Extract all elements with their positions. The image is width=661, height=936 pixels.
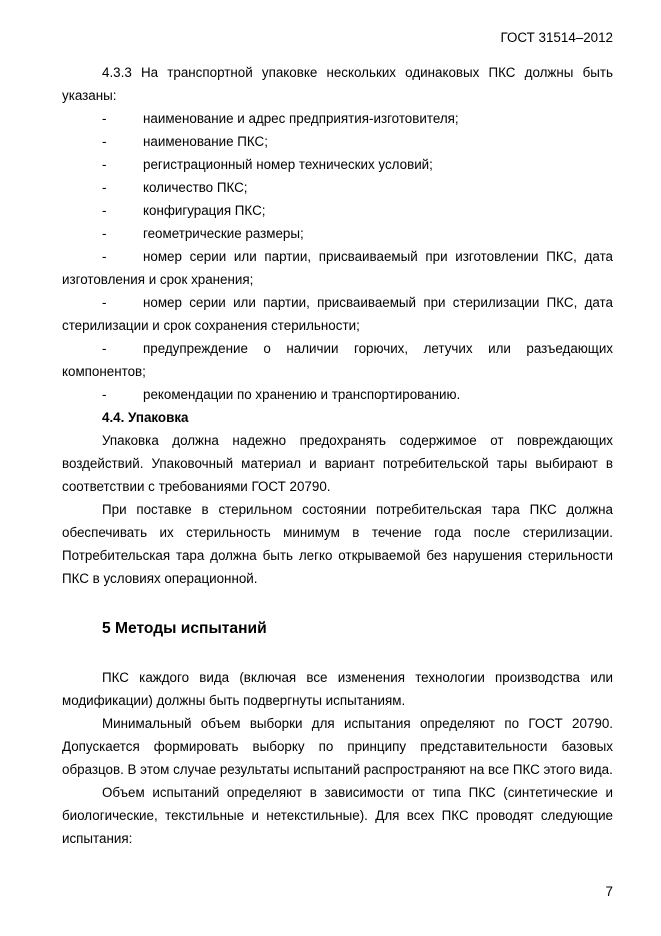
clause-4-4-paragraph: При поставке в стерильном состоянии потребительская тара ПКС должна обеспечивать их стерильность минимум в течение года после стерилизации. Потребительская тара должна быть легко открываемой без нарушения стерильности ПКС в условиях операционной. xyxy=(62,502,613,586)
list-item: - рекомендации по хранению и транспортированию. xyxy=(102,387,461,402)
list-item: - наименование ПКС; xyxy=(102,134,268,149)
list-item: - регистрационный номер технических условий; xyxy=(102,157,433,172)
list-item: - наименование и адрес предприятия-изготовителя; xyxy=(102,111,459,126)
list-item: - количество ПКС; xyxy=(102,180,248,195)
list-item: - номер серии или партии, присваиваемый при изготовлении ПКС, дата изготовления и срок хранения; xyxy=(62,249,613,287)
list-item: - предупреждение о наличии горючих, летучих или разъедающих компонентов; xyxy=(62,341,613,379)
page-number: 7 xyxy=(605,884,613,899)
page-body xyxy=(62,61,613,850)
list-item: - геометрические размеры; xyxy=(102,226,304,241)
section-5-title: 5 Методы испытаний xyxy=(102,620,267,637)
clause-4-3-3-list xyxy=(62,107,613,406)
clause-4-4-paragraph: Упаковка должна надежно предохранять содержимое от повреждающих воздействий. Упаковочный материал и вариант потребительской тары выбирают в соответствии с требованиями ГОСТ 20790. xyxy=(62,433,613,494)
document-id-header: ГОСТ 31514–2012 xyxy=(500,30,613,45)
section-5-paragraph: ПКС каждого вида (включая все изменения технологии производства или модификации) должны быть подвергнуты испытаниям. xyxy=(62,670,613,708)
list-item: - номер серии или партии, присваиваемый при стерилизации ПКС, дата стерилизации и срок сохранения стерильности; xyxy=(62,295,613,333)
section-5-paragraph: Минимальный объем выборки для испытания определяют по ГОСТ 20790. Допускается формировать выборку по принципу представительности базовых образцов. В этом случае результаты испытаний распространяют на все ПКС этого вида. xyxy=(62,716,613,777)
clause-4-4-title: 4.4. Упаковка xyxy=(102,410,189,425)
list-item: - конфигурация ПКС; xyxy=(102,203,266,218)
clause-4-3-3-intro: 4.3.3 На транспортной упаковке нескольких одинаковых ПКС должны быть указаны: xyxy=(62,65,613,103)
section-5-paragraph: Объем испытаний определяют в зависимости от типа ПКС (синтетические и биологические, текстильные и нетекстильные). Для всех ПКС проводят следующие испытания: xyxy=(62,785,613,846)
